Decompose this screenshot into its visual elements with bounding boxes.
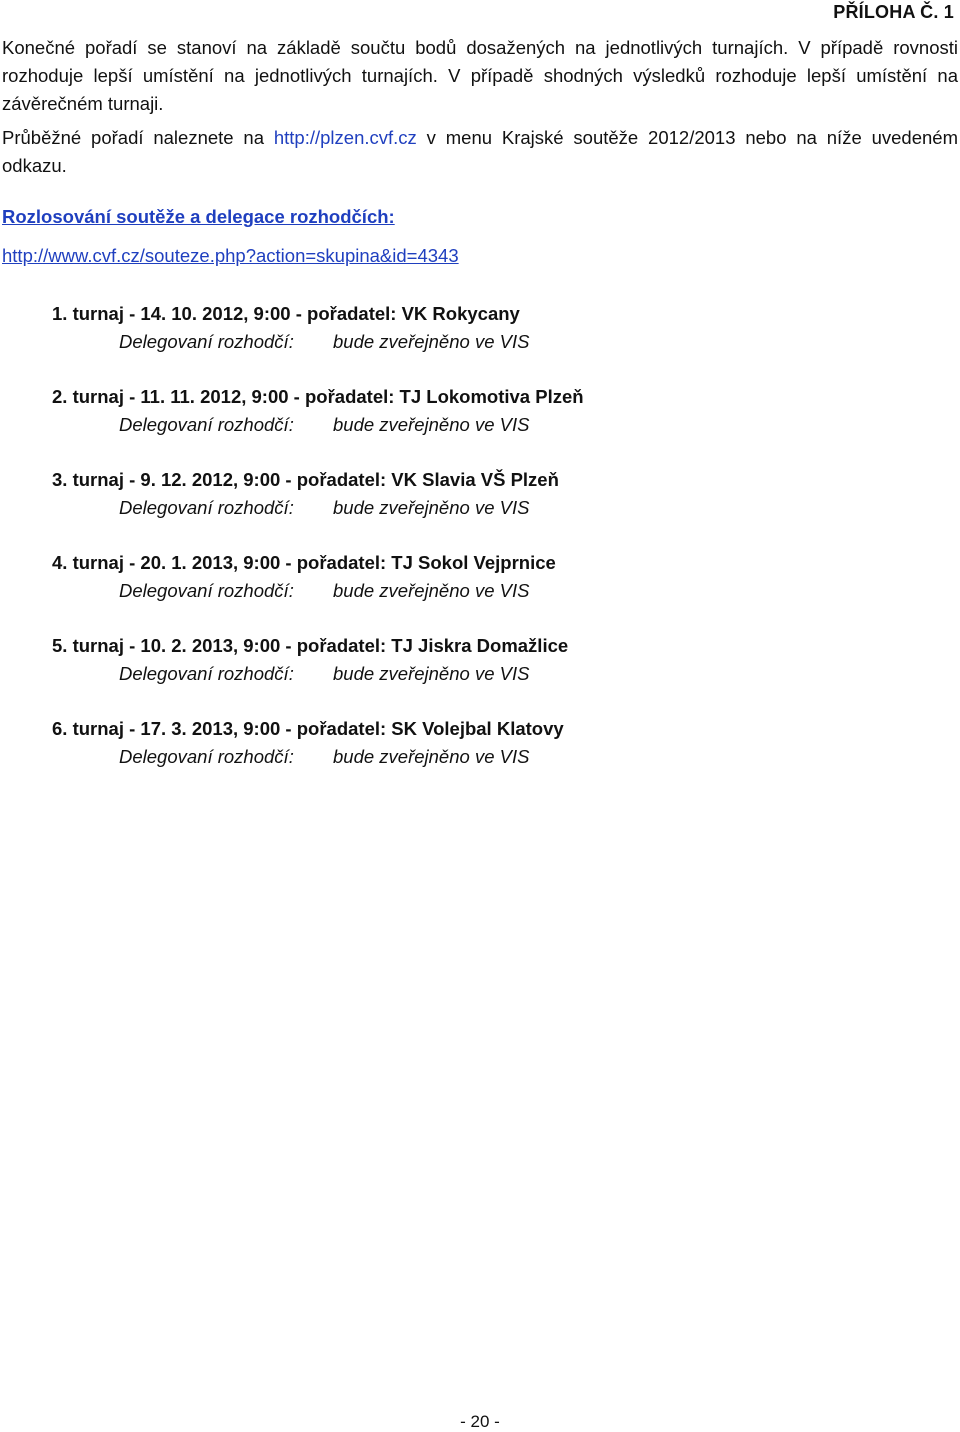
- intro-paragraph-standings: [2, 124, 958, 180]
- tournament-title: 4. turnaj - 20. 1. 2013, 9:00 - pořadatel: TJ Sokol Vejprnice: [52, 552, 556, 573]
- tournament-item: [52, 549, 932, 604]
- referees-value: bude zveřejněno ve VIS: [333, 663, 530, 684]
- standings-link[interactable]: http://plzen.cvf.cz: [273, 127, 417, 148]
- referees-label: Delegovaní rozhodčí:: [119, 663, 294, 684]
- tournament-title: 1. turnaj - 14. 10. 2012, 9:00 - pořadatel: VK Rokycany: [52, 303, 520, 324]
- referees-label: Delegovaní rozhodčí:: [119, 331, 294, 352]
- tournament-referees: [52, 577, 932, 604]
- referees-value: bude zveřejněno ve VIS: [333, 331, 530, 352]
- draw-section-heading: Rozlosování soutěže a delegace rozhodčích:: [2, 206, 395, 227]
- tournament-item: [52, 300, 932, 355]
- tournament-title: 6. turnaj - 17. 3. 2013, 9:00 - pořadatel: SK Volejbal Klatovy: [52, 718, 564, 739]
- tournament-title: 5. turnaj - 10. 2. 2013, 9:00 - pořadatel: TJ Jiskra Domažlice: [52, 635, 569, 656]
- tournament-referees: [52, 494, 932, 521]
- referees-value: bude zveřejněno ve VIS: [333, 580, 530, 601]
- standings-text-before: Průběžné pořadí naleznete na: [2, 127, 274, 148]
- referees-label: Delegovaní rozhodčí:: [119, 580, 294, 601]
- referees-label: Delegovaní rozhodčí:: [119, 414, 294, 435]
- referees-value: bude zveřejněno ve VIS: [333, 746, 530, 767]
- appendix-label: PŘÍLOHA Č. 1: [833, 2, 954, 22]
- referees-label: Delegovaní rozhodčí:: [119, 746, 294, 767]
- tournament-referees: [52, 411, 932, 438]
- referees-value: bude zveřejněno ve VIS: [333, 414, 530, 435]
- standings-text-after: v menu Krajské soutěže 2012/2013 nebo na níže uvedeném odkazu.: [2, 127, 958, 176]
- page-number: - 20 -: [460, 1412, 500, 1431]
- tournament-referees: [52, 660, 932, 687]
- tournament-item: [52, 715, 932, 770]
- tournament-item: [52, 632, 932, 687]
- tournament-referees: [52, 328, 932, 355]
- intro-paragraph-ranking-rules: Konečné pořadí se stanoví na základě součtu bodů dosažených na jednotlivých turnajích. V případě rovnosti rozhoduje lepší umístění na jednotlivých turnajích. V případě shodných výsledků rozhoduje lepší umístění na závěrečném turnaji.: [2, 37, 958, 114]
- tournament-title: 3. turnaj - 9. 12. 2012, 9:00 - pořadatel: VK Slavia VŠ Plzeň: [52, 469, 559, 490]
- tournament-item: [52, 383, 932, 438]
- tournament-list: [52, 300, 932, 798]
- tournament-title: 2. turnaj - 11. 11. 2012, 9:00 - pořadatel: TJ Lokomotiva Plzeň: [52, 386, 584, 407]
- referees-label: Delegovaní rozhodčí:: [119, 497, 294, 518]
- tournament-referees: [52, 743, 932, 770]
- referees-value: bude zveřejněno ve VIS: [333, 497, 530, 518]
- tournament-item: [52, 466, 932, 521]
- draw-url-link[interactable]: http://www.cvf.cz/souteze.php?action=skupina&id=4343: [2, 245, 459, 266]
